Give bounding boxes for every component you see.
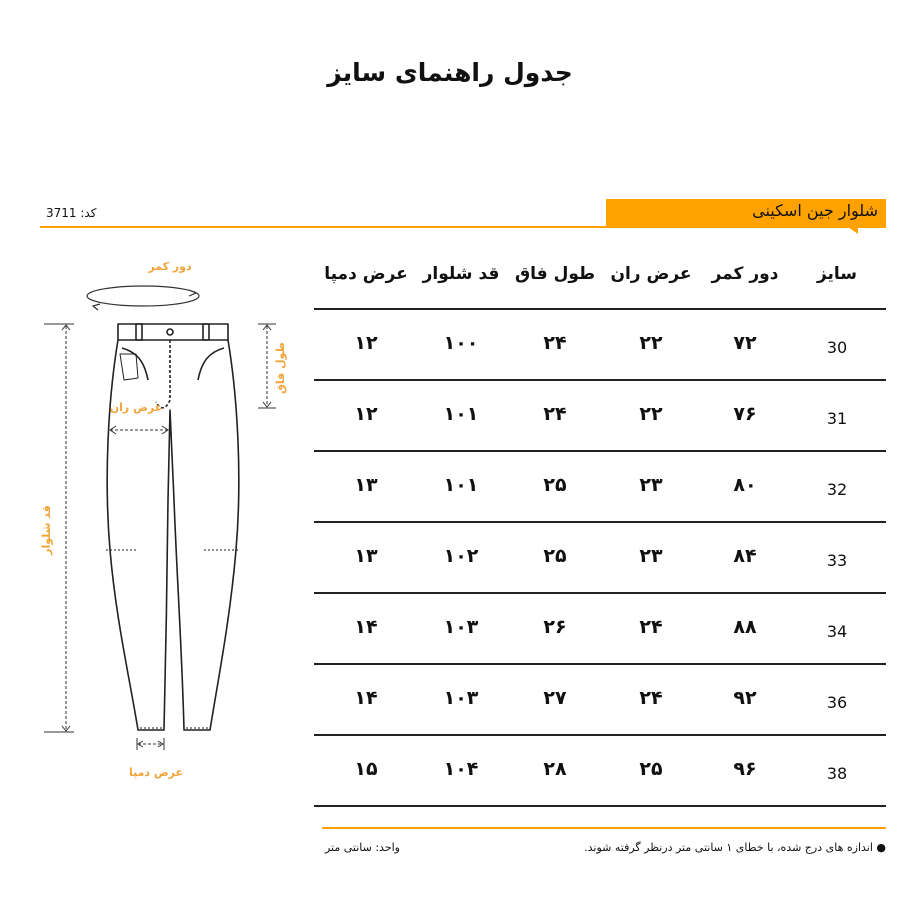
product-code: کد: 3711 — [46, 206, 97, 220]
thigh-cell: ۲۲ — [639, 403, 663, 425]
size-cell: 30 — [826, 338, 848, 357]
table-row — [314, 310, 886, 381]
jeans-outline-icon — [106, 324, 239, 730]
length-cell: ۱۰۲ — [443, 545, 479, 567]
rise-cell: ۲۴ — [543, 332, 567, 354]
rise-cell: ۲۷ — [543, 687, 567, 709]
length-cell: ۱۰۱ — [443, 474, 479, 496]
thigh-cell: ۲۴ — [639, 616, 663, 638]
thigh-cell: ۲۳ — [639, 545, 663, 567]
hem-cell: ۱۴ — [354, 616, 378, 638]
tolerance-note: ● اندازه های درج شده، با خطای ۱ سانتی متر درنظر گرفته شوند. — [584, 841, 886, 854]
size-cell: 32 — [826, 480, 848, 499]
hem-cell: ۱۳ — [354, 474, 378, 496]
thigh-measure-icon — [110, 426, 168, 434]
product-name: شلوار جین اسکینی — [752, 201, 878, 220]
rise-cell: ۲۶ — [543, 616, 567, 638]
rise-cell: ۲۸ — [543, 758, 567, 780]
header-length: قد شلوار — [422, 264, 500, 284]
footer-divider — [322, 827, 886, 829]
header-hem: عرض دمپا — [324, 264, 408, 284]
hem-cell: ۱۵ — [354, 758, 378, 780]
waist-cell: ۷۶ — [733, 403, 757, 425]
header-waist: دور کمر — [711, 264, 779, 284]
rise-label: طول فاق — [274, 342, 287, 394]
header-rise: طول فاق — [514, 264, 596, 284]
length-cell: ۱۰۴ — [443, 758, 479, 780]
waist-cell: ۸۴ — [733, 545, 757, 567]
length-cell: ۱۰۳ — [443, 687, 479, 709]
waist-label: دور کمر — [148, 260, 192, 273]
size-cell: 34 — [826, 622, 848, 641]
waist-cell: ۹۶ — [733, 758, 757, 780]
rise-cell: ۲۴ — [543, 403, 567, 425]
size-cell: 36 — [826, 693, 848, 712]
waist-cell: ۸۰ — [733, 474, 757, 496]
thigh-cell: ۲۲ — [639, 332, 663, 354]
table-header — [314, 250, 886, 310]
waist-cell: ۸۸ — [733, 616, 757, 638]
header-size: سایز — [816, 264, 858, 284]
waist-cell: ۷۲ — [733, 332, 757, 354]
table-row — [314, 594, 886, 665]
header-divider — [40, 226, 886, 228]
header-thigh: عرض ران — [610, 264, 692, 284]
length-cell: ۱۰۱ — [443, 403, 479, 425]
size-cell: 33 — [826, 551, 848, 570]
hem-label: عرض دمپا — [128, 766, 184, 779]
length-cell: ۱۰۰ — [443, 332, 479, 354]
rise-cell: ۲۵ — [543, 545, 567, 567]
product-banner-tail — [848, 227, 858, 234]
table-row — [314, 452, 886, 523]
thigh-label: عرض ران — [109, 401, 163, 414]
length-label: قد شلوار — [40, 505, 53, 555]
hem-cell: ۱۲ — [354, 332, 378, 354]
jeans-measurement-diagram — [40, 250, 300, 790]
hem-cell: ۱۴ — [354, 687, 378, 709]
length-cell: ۱۰۳ — [443, 616, 479, 638]
thigh-cell: ۲۵ — [639, 758, 663, 780]
table-row — [314, 523, 886, 594]
size-table — [314, 250, 886, 807]
hem-cell: ۱۳ — [354, 545, 378, 567]
thigh-cell: ۲۴ — [639, 687, 663, 709]
waist-measure-icon — [87, 286, 199, 310]
hem-measure-icon — [137, 738, 164, 750]
unit-label: واحد: سانتی متر — [324, 841, 400, 854]
rise-cell: ۲۵ — [543, 474, 567, 496]
page-title: جدول راهنمای سایز — [327, 58, 573, 87]
table-row — [314, 381, 886, 452]
hem-cell: ۱۲ — [354, 403, 378, 425]
size-cell: 38 — [826, 764, 848, 783]
table-row — [314, 736, 886, 807]
table-row — [314, 665, 886, 736]
size-cell: 31 — [826, 409, 848, 428]
thigh-cell: ۲۳ — [639, 474, 663, 496]
waist-cell: ۹۲ — [733, 687, 757, 709]
